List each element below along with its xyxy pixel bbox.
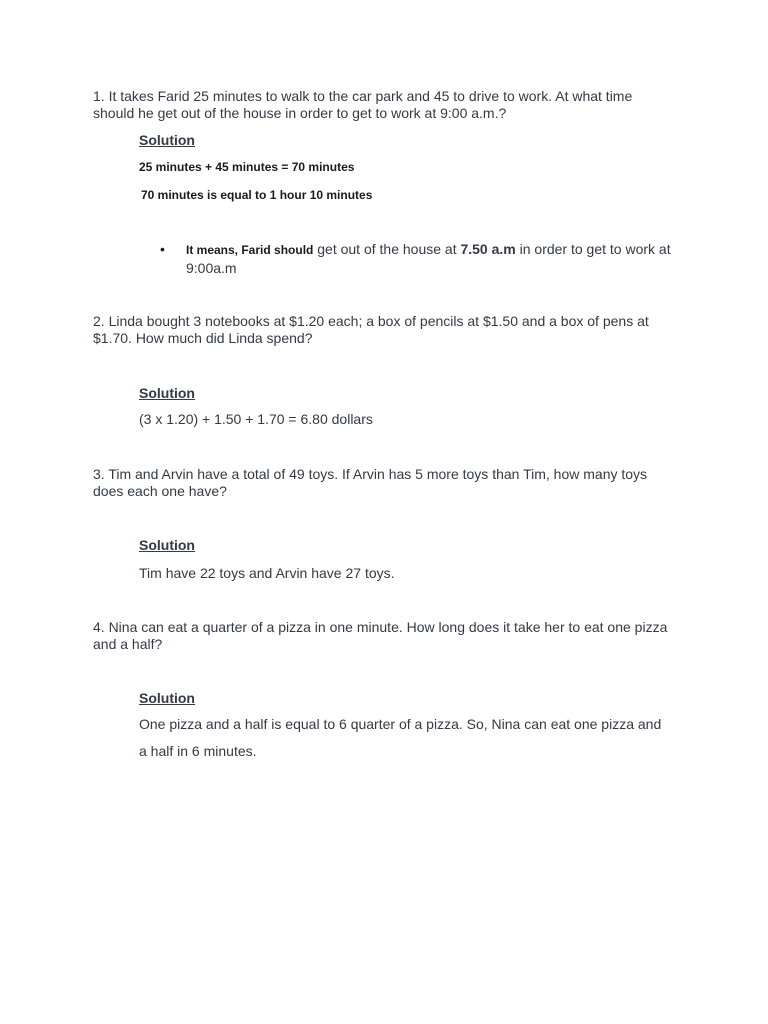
solution-1-line-1: 25 minutes + 45 minutes = 70 minutes: [139, 160, 355, 174]
question-4: 4. Nina can eat a quarter of a pizza in one minute. How long does it take her to eat one pizza and a half?: [93, 619, 668, 652]
question-1: 1. It takes Farid 25 minutes to walk to the car park and 45 to drive to work. At what time should he get out of the house in order to get to work at 9:00 a.m.?: [93, 88, 633, 121]
bullet-text-a: get out of the house at: [313, 241, 461, 257]
solution-4-answer: One pizza and a half is equal to 6 quarter of a pizza. So, Nina can eat one pizza and a half in 6 minutes.: [139, 716, 662, 759]
bullet-lead: It means, Farid should: [186, 243, 314, 257]
bullet-icon: •: [160, 241, 165, 257]
solution-heading-3: Solution: [139, 537, 195, 553]
bullet-time: 7.50 a.m: [460, 241, 516, 257]
question-2: 2. Linda bought 3 notebooks at $1.20 each; a box of pencils at $1.50 and a box of pens at $1.70. How much did Linda spend?: [93, 313, 649, 346]
solution-heading-4: Solution: [139, 690, 195, 706]
solution-3-answer: Tim have 22 toys and Arvin have 27 toys.: [139, 565, 395, 581]
bullet-text-b: in order to get to work at 9:00a.m: [186, 241, 671, 276]
solution-heading-2: Solution: [139, 385, 195, 401]
solution-heading-1: Solution: [139, 132, 195, 148]
solution-1-line-2: 70 minutes is equal to 1 hour 10 minutes: [141, 188, 373, 202]
question-3: 3. Tim and Arvin have a total of 49 toys. If Arvin has 5 more toys than Tim, how many toys does each one have?: [93, 466, 648, 499]
solution-2-answer: (3 x 1.20) + 1.50 + 1.70 = 6.80 dollars: [139, 411, 373, 427]
solution-1-bullet-text: [186, 240, 676, 277]
